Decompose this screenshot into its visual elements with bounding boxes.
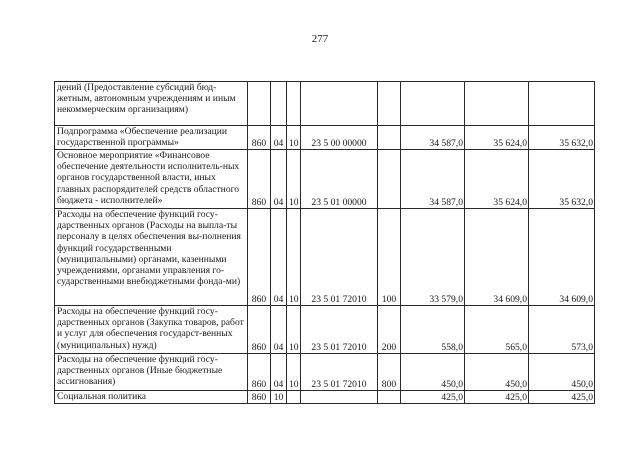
cell-ved: 860 xyxy=(248,306,271,354)
row-name: Социальная политика xyxy=(55,391,248,404)
cell-amount-3: 450,0 xyxy=(529,354,595,391)
cell-ved: 860 xyxy=(248,391,271,404)
cell-ved: 860 xyxy=(248,354,271,391)
cell-expense-type xyxy=(378,150,401,209)
budget-table xyxy=(54,81,595,404)
cell-amount-2: 425,0 xyxy=(465,391,529,404)
row-name: Расходы на обеспечение функций госу-дарственных органов (Закупка товаров, работ и услуг для обеспечения государст-венных (муниципальных) нужд) xyxy=(55,306,248,354)
table-row xyxy=(55,391,595,404)
cell-amount-2: 450,0 xyxy=(465,354,529,391)
cell-amount-2: 35 624,0 xyxy=(465,150,529,209)
cell-amount-2 xyxy=(465,82,529,126)
cell-amount-1: 558,0 xyxy=(401,306,465,354)
row-name: Основное мероприятие «Финансовое обеспечение деятельности исполнитель-ных органов государственной власти, иных главных распорядителей средств областного бюджета - исполнителей» xyxy=(55,150,248,209)
cell-target-article: 23 5 01 72010 xyxy=(301,306,378,354)
cell-section xyxy=(271,82,287,126)
cell-subsection: 10 xyxy=(287,354,301,391)
cell-expense-type xyxy=(378,82,401,126)
cell-amount-1: 34 587,0 xyxy=(401,150,465,209)
cell-section: 10 xyxy=(271,391,287,404)
row-name: Расходы на обеспечение функций госу-дарственных органов (Расходы на выпла-ты персоналу в целях обеспечения вы-полнения функций государственными (муниципальными) органами, казенными учреждениями, органами управления го-сударственными внебюджетными фонда-ми) xyxy=(55,209,248,306)
cell-amount-2: 35 624,0 xyxy=(465,126,529,150)
cell-target-article xyxy=(301,82,378,126)
cell-subsection: 10 xyxy=(287,209,301,306)
cell-expense-type xyxy=(378,126,401,150)
row-name: Подпрограмма «Обеспечение реализации государственной программы» xyxy=(55,126,248,150)
page-number: 277 xyxy=(311,33,329,45)
cell-amount-3: 35 632,0 xyxy=(529,150,595,209)
cell-subsection: 10 xyxy=(287,306,301,354)
cell-subsection xyxy=(287,391,301,404)
cell-amount-1: 33 579,0 xyxy=(401,209,465,306)
row-name: Расходы на обеспечение функций госу-дарственных органов (Иные бюджетные ассигнования) xyxy=(55,354,248,391)
cell-expense-type xyxy=(378,391,401,404)
cell-amount-3 xyxy=(529,82,595,126)
cell-target-article xyxy=(301,391,378,404)
cell-ved: 860 xyxy=(248,126,271,150)
cell-section: 04 xyxy=(271,209,287,306)
cell-section: 04 xyxy=(271,306,287,354)
cell-expense-type: 800 xyxy=(378,354,401,391)
cell-amount-1: 34 587,0 xyxy=(401,126,465,150)
table-row xyxy=(55,306,595,354)
cell-section: 04 xyxy=(271,150,287,209)
cell-target-article: 23 5 01 72010 xyxy=(301,209,378,306)
cell-amount-1 xyxy=(401,82,465,126)
cell-ved xyxy=(248,82,271,126)
row-name: дений (Предоставление субсидий бюд-жетным, автономным учреждениям и иным некоммерческим организациям) xyxy=(55,82,248,126)
cell-amount-3: 35 632,0 xyxy=(529,126,595,150)
cell-expense-type: 200 xyxy=(378,306,401,354)
cell-subsection: 10 xyxy=(287,126,301,150)
cell-section: 04 xyxy=(271,354,287,391)
cell-expense-type: 100 xyxy=(378,209,401,306)
cell-amount-2: 34 609,0 xyxy=(465,209,529,306)
table-row xyxy=(55,82,595,126)
cell-target-article: 23 5 00 00000 xyxy=(301,126,378,150)
table-row xyxy=(55,150,595,209)
cell-ved: 860 xyxy=(248,150,271,209)
table-row xyxy=(55,354,595,391)
cell-target-article: 23 5 01 72010 xyxy=(301,354,378,391)
cell-amount-3: 573,0 xyxy=(529,306,595,354)
cell-amount-3: 425,0 xyxy=(529,391,595,404)
cell-subsection: 10 xyxy=(287,150,301,209)
cell-target-article: 23 5 01 00000 xyxy=(301,150,378,209)
cell-ved: 860 xyxy=(248,209,271,306)
table-row xyxy=(55,209,595,306)
cell-amount-3: 34 609,0 xyxy=(529,209,595,306)
cell-amount-2: 565,0 xyxy=(465,306,529,354)
table-row xyxy=(55,126,595,150)
cell-amount-1: 450,0 xyxy=(401,354,465,391)
cell-subsection xyxy=(287,82,301,126)
cell-amount-1: 425,0 xyxy=(401,391,465,404)
cell-section: 04 xyxy=(271,126,287,150)
